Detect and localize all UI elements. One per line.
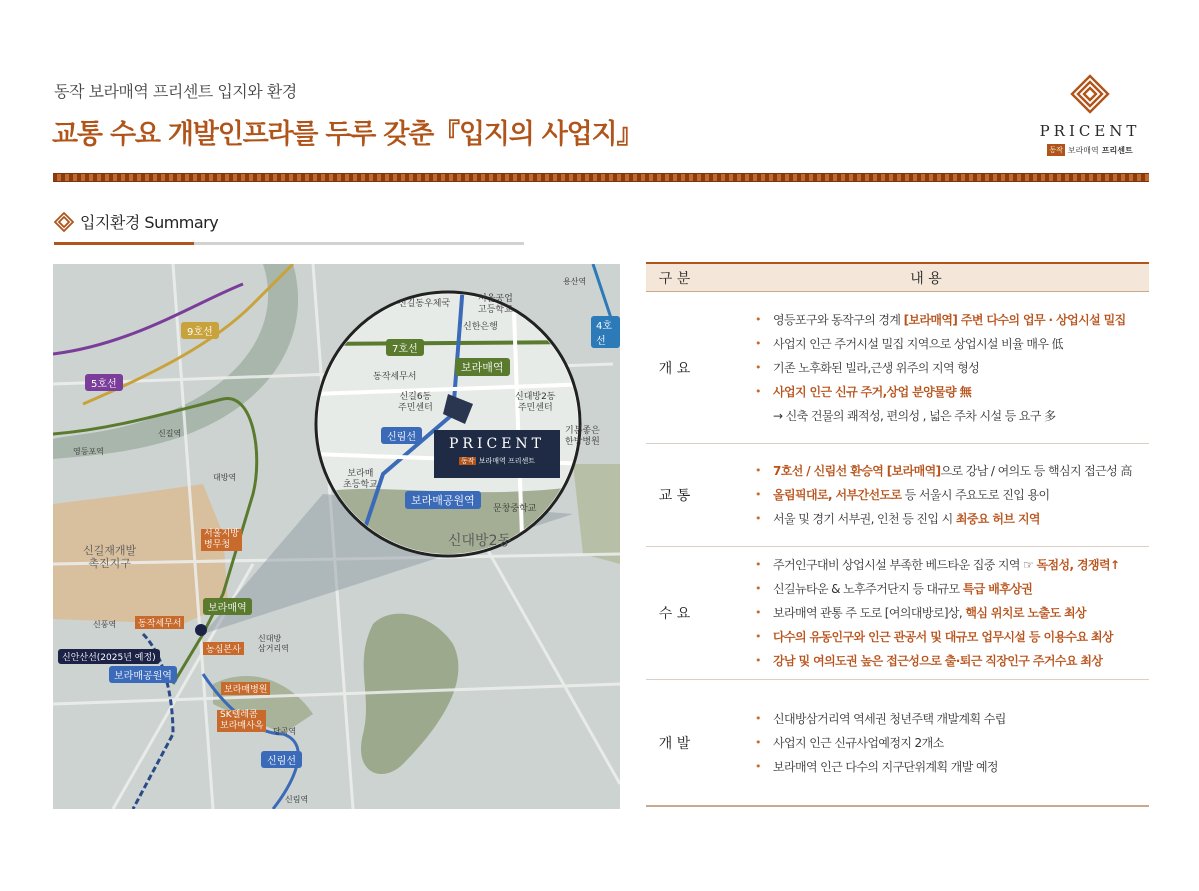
row-label: 개 발 xyxy=(646,680,703,805)
list-item: • 서울 및 경기 서부권, 인천 등 진입 시 최중요 허브 지역 xyxy=(773,507,1149,531)
list-item: • 주거인구대비 상업시설 부족한 베드타운 집중 지역 ☞ 독점성, 경쟁력↑ xyxy=(773,553,1149,577)
map-label-dongjak-office: 동작세무서 xyxy=(135,616,184,629)
map-label-sindaebang-sam: 신대방 삼거리역 xyxy=(258,634,289,653)
header-divider-bar xyxy=(53,173,1149,182)
diamond-bullet-icon xyxy=(54,212,74,232)
map-label-kibon-hospital: 기분좋은 한방병원 xyxy=(565,426,600,447)
row-content xyxy=(703,444,1149,546)
list-item: • 신길뉴타운 & 노후주거단지 등 대규모 특급 배후상권 xyxy=(773,577,1149,601)
row-content xyxy=(703,547,1149,679)
table-header xyxy=(646,262,1149,292)
map-label-munchang-ms: 문창중학교 xyxy=(493,504,537,514)
list-item: • 사업지 인근 신규사업예정지 2개소 xyxy=(773,731,1149,755)
map-label-sillim-line: 신림선 xyxy=(381,427,422,444)
map-label-nonghyup: 농심본사 xyxy=(203,642,244,655)
map-label-sinansan: 신안산선(2025년 예정) xyxy=(58,649,160,664)
logo-tag: 동작 xyxy=(1049,146,1063,154)
map-label-sillim-station: 신림역 xyxy=(285,795,309,804)
list-item: • 사업지 인근 주거시설 밀집 지역으로 상업시설 비율 매우 低 xyxy=(773,332,1149,356)
pricent-logo xyxy=(1030,74,1150,156)
map-badge-wordmark: PRICENT xyxy=(448,436,545,452)
row-label: 교 통 xyxy=(646,444,703,546)
table-row-overview xyxy=(646,292,1149,444)
page-subtitle: 동작 보라매역 프리센트 입지와 환경 xyxy=(54,82,297,101)
section-heading xyxy=(54,210,218,233)
table-row-demand xyxy=(646,547,1149,680)
logo-subline xyxy=(1030,144,1150,156)
map-label-boramae-elem: 보라매 초등학교 xyxy=(343,469,378,490)
map-label-sk-tower: SK텔레콤 보라매사옥 xyxy=(217,710,266,732)
map-label-sindaebang2-center: 신대방2동 주민센터 xyxy=(515,392,556,413)
map-graphic xyxy=(53,264,620,809)
map-label-sindaebang2: 신대방2동 xyxy=(448,533,512,549)
table-row-development xyxy=(646,680,1149,807)
map-label-seoul-tech-hs: 서울공업 고등학교 xyxy=(478,294,513,315)
map-label-singil6: 신길6동 주민센터 xyxy=(398,392,433,413)
map-label-singil-station: 신길역 xyxy=(158,429,182,438)
map-badge-subtext: 보라매역 프리센트 xyxy=(478,457,536,465)
map-label-boramae-hospital: 보라매병원 xyxy=(221,682,270,695)
map-pricent-badge xyxy=(434,430,560,478)
map-label-line7: 7호선 xyxy=(386,339,424,356)
list-item-note: → 신축 건물의 쾌적성, 편의성 , 넓은 주차 시설 등 요구 多 xyxy=(773,408,1056,423)
map-label-line9: 9호선 xyxy=(181,322,219,339)
logo-sub-brand: 프리센트 xyxy=(1101,145,1133,155)
map-label-dangok: 당곡역 xyxy=(273,727,297,736)
list-item: • 기존 노후화된 빌라,근생 위주의 지역 형성 xyxy=(773,356,1149,380)
map-label-daebang: 대방역 xyxy=(213,473,237,482)
map-label-sinhan-bank: 신한은행 xyxy=(463,322,498,332)
map-label-boramae-park-circle: 보라매공원역 xyxy=(405,491,481,509)
map-badge-tag: 동작 xyxy=(460,457,475,465)
list-item: • 보라매역 인근 다수의 지구단위계획 개발 예정 xyxy=(773,755,1149,779)
map-label-boramae-park: 보라매공원역 xyxy=(109,666,177,683)
row-content xyxy=(703,292,1149,443)
row-content xyxy=(703,680,1149,805)
summary-table xyxy=(646,262,1149,809)
map-label-dongjak-office-circle: 동작세무서 xyxy=(373,372,417,382)
list-item: • 강남 및 여의도권 높은 접근성으로 출·퇴근 직장인구 주거수요 최상 xyxy=(773,649,1149,673)
list-item: • 사업지 인근 신규 주거,상업 분양물량 無 xyxy=(773,380,1149,404)
map-label-sillim-line-2: 신림선 xyxy=(261,751,302,768)
list-item: • 영등포구와 동작구의 경계 [보라매역] 주변 다수의 업무 · 상업시설 밀집 xyxy=(773,308,1149,332)
map-label-sinpoong: 신풍역 xyxy=(93,620,117,629)
table-header-category: 구 분 xyxy=(658,270,691,287)
table-header-content: 내 용 xyxy=(910,270,942,287)
table-row-transport xyxy=(646,444,1149,547)
list-item: • 보라매역 관통 주 도로 [여의대방로]상, 핵심 위치로 노출도 최상 xyxy=(773,601,1149,625)
map-label-boramae-main: 보라매역 xyxy=(203,598,252,615)
list-item: • 7호선 / 신림선 환승역 [보라매역]으로 강남 / 여의도 등 핵심지 접근성 高 xyxy=(773,459,1149,483)
logo-wordmark: PRICENT xyxy=(1039,122,1141,140)
list-item: • 올림픽대로, 서부간선도로 등 서울시 주요도로 진입 용이 xyxy=(773,483,1149,507)
map-label-singil-redev: 신길재개발 촉진지구 xyxy=(83,544,137,570)
map-label-yeongdeungpo: 영등포역 xyxy=(73,447,104,456)
map-label-seoul-hospital: 서울지방 병무청 xyxy=(201,529,242,551)
map-label-singil-dong: 신길동우체국 xyxy=(398,299,451,309)
map-label-line4: 4호선 xyxy=(591,316,620,348)
section-title: 입지환경 Summary xyxy=(80,213,219,232)
map-badge-sub xyxy=(434,456,560,466)
map-label-boramae-circle: 보라매역 xyxy=(455,358,510,376)
row-label: 개 요 xyxy=(646,292,703,443)
list-item: • 신대방삼거리역 역세권 청년주택 개발계획 수립 xyxy=(773,707,1149,731)
list-item: • 다수의 유동인구와 인근 관공서 및 대규모 업무시설 등 이용수요 최상 xyxy=(773,625,1149,649)
location-map xyxy=(53,264,620,809)
section-underline-accent xyxy=(54,242,194,245)
map-label-yongsan: 용산역 xyxy=(563,277,587,286)
logo-diamond-icon xyxy=(1070,74,1110,114)
row-label: 수 요 xyxy=(646,547,703,679)
map-label-line5: 5호선 xyxy=(85,374,123,391)
page-title: 교통 수요 개발인프라를 두루 갖춘『입지의 사업지』 xyxy=(52,119,643,150)
logo-sub-name: 보라매역 xyxy=(1067,145,1099,155)
